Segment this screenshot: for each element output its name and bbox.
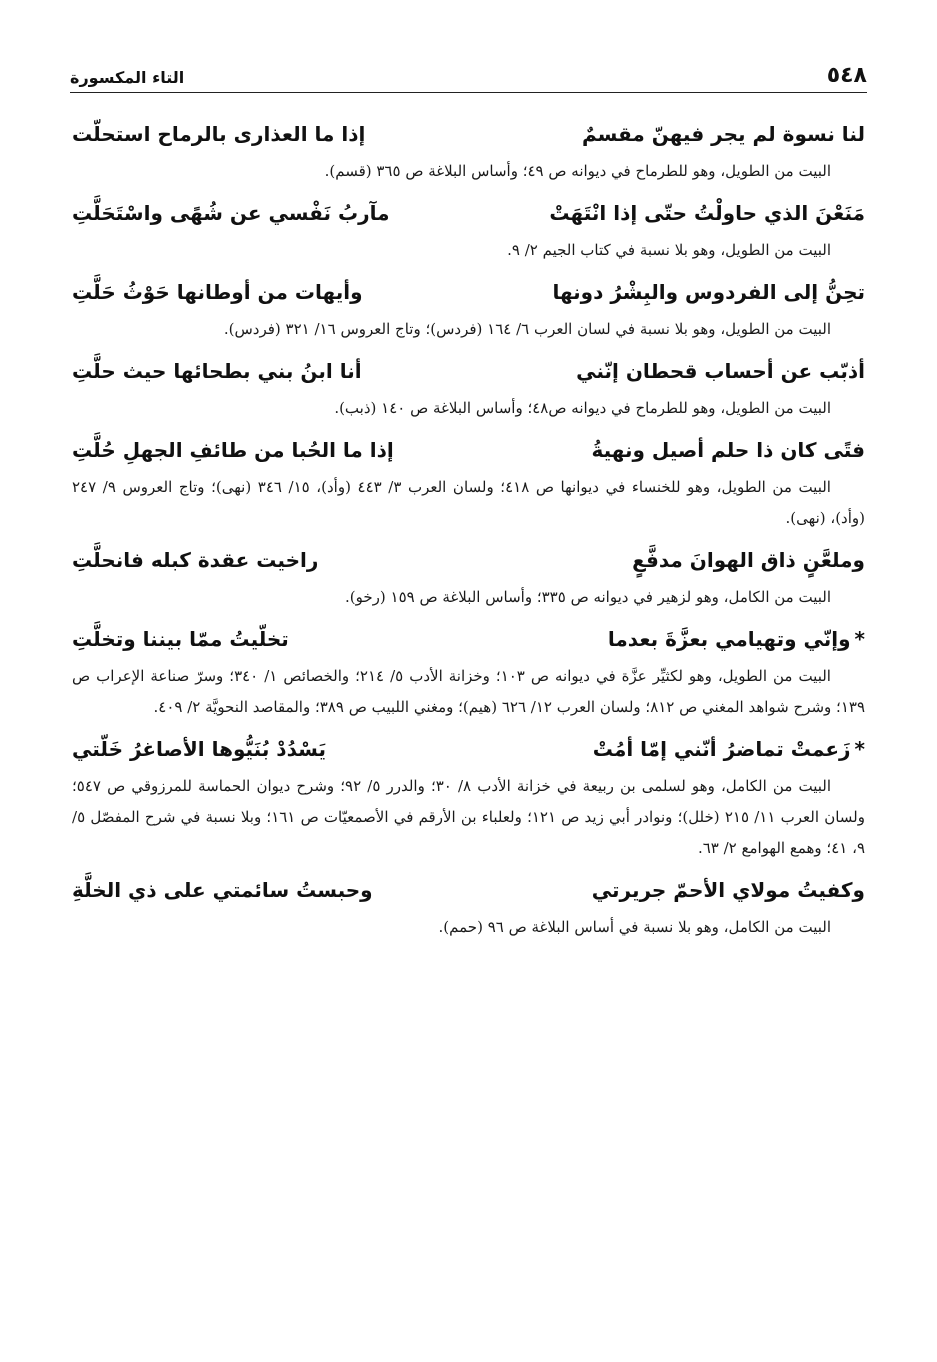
first-hemistich-text: أذبّب عن أحساب قحطان إنّني [576, 359, 865, 383]
verse-list [72, 112, 865, 947]
verse-entry [72, 617, 865, 723]
verse-entry [72, 191, 865, 266]
verse-line [72, 270, 865, 314]
verse-entry [72, 727, 865, 864]
citation-note: البيت من الطويل، وهو لكثيِّر عزَّة في ديوانه ص ١٠٣؛ وخزانة الأدب ٥/ ٢١٤؛ والخصائص ١/ ٣٤٠؛ وسرّ صناعة الإعراب ص ١٣٩؛ وشرح شواهد المغني ص ٨١٢؛ ولسان العرب ١٢/ ٦٢٦ (هيم)؛ ومغني اللبيب ص ٣٨٩؛ والمقاصد النحويَّة ٢/ ٤٠٩. [72, 667, 865, 716]
verse-entry [72, 428, 865, 534]
second-hemistich: إذا ما الحُبا من طائفِ الجهلِ حُلَّتِ [72, 438, 394, 462]
page-header [70, 60, 867, 93]
citation-note: البيت من الطويل، وهو للخنساء في ديوانها ص ٤١٨؛ ولسان العرب ٣/ ٤٤٣ (وأد)، ١٥/ ٣٤٦ (نهى)؛ وتاج العروس ٩/ ٢٤٧ (وأد)، (نهى). [72, 478, 865, 527]
first-hemistich [593, 727, 865, 771]
first-hemistich [591, 428, 865, 472]
verse-entry [72, 868, 865, 943]
citation-note: البيت من الكامل، وهو لزهير في ديوانه ص ٣٣٥؛ وأساس البلاغة ص ١٥٩ (رخو). [345, 588, 831, 606]
first-hemistich [592, 868, 865, 912]
second-hemistich: أنا ابنُ بني بطحائها حيث حلَّتِ [72, 359, 362, 383]
verse-line [72, 349, 865, 393]
first-hemistich-text: وملعَّنٍ ذاق الهوانَ مدفَّعٍ [632, 548, 865, 572]
verse-line [72, 727, 865, 771]
second-hemistich: يَسْدُدْ بُنَيُّوها الأصاغرُ خَلّتي [72, 737, 326, 761]
second-hemistich: مآربُ نَفْسي عن شُهًى واسْتَحَلَّتِ [72, 201, 390, 225]
second-hemistich: وأيهات من أوطانها حَوْثُ حَلَّتِ [72, 280, 363, 304]
verse-entry [72, 270, 865, 345]
verse-line [72, 538, 865, 582]
first-hemistich [608, 617, 865, 661]
second-hemistich: راخيت عقدة كبله فانحلَّتِ [72, 548, 319, 572]
first-hemistich-text: تحِنُّ إلى الفردوس والبِشْرُ دونها [552, 280, 865, 304]
verse-line [72, 191, 865, 235]
verse-line [72, 868, 865, 912]
first-hemistich [549, 191, 865, 235]
second-hemistich: إذا ما العذارى بالرماح استحلّت [72, 122, 366, 146]
first-hemistich [552, 270, 865, 314]
verse-line [72, 428, 865, 472]
star-marker: * [854, 737, 865, 761]
citation-note: البيت من الطويل، وهو للطرماح في ديوانه ص ٤٩؛ وأساس البلاغة ص ٣٦٥ (قسم). [324, 162, 831, 180]
verse-line [72, 112, 865, 156]
first-hemistich-text: زَعمتْ تماضرُ أنّني إمّا أمُتْ [592, 737, 851, 761]
first-hemistich-text: مَنَعْنَ الذي حاولْتُ حتّى إذا انْتَهَتْ [549, 201, 865, 225]
first-hemistich-text: فتًى كان ذا حلم أصيل ونهيةُ [591, 438, 865, 462]
first-hemistich-text: وكفيتُ مولاي الأحمّ جريرتي [591, 878, 865, 902]
verse-entry [72, 349, 865, 424]
page-number: ٥٤٨ [826, 63, 867, 88]
verse-entry [72, 112, 865, 187]
second-hemistich: تخلّيتُ ممّا بيننا وتخلَّتِ [72, 627, 289, 651]
running-title: التاء المكسورة [70, 68, 185, 87]
citation-note: البيت من الكامل، وهو بلا نسبة في أساس البلاغة ص ٩٦ (حمم). [438, 918, 831, 936]
first-hemistich [632, 538, 865, 582]
second-hemistich: وحبستُ سائمتي على ذي الخلَّةِ [72, 878, 373, 902]
first-hemistich [576, 349, 865, 393]
citation-note: البيت من الطويل، وهو للطرماح في ديوانه ص٤٨؛ وأساس البلاغة ص ١٤٠ (ذبب). [334, 399, 831, 417]
first-hemistich [582, 112, 865, 156]
citation-note: البيت من الطويل، وهو بلا نسبة في كتاب الجيم ٢/ ٩. [507, 241, 831, 259]
verse-entry [72, 538, 865, 613]
verse-line [72, 617, 865, 661]
citation-note: البيت من الكامل، وهو لسلمى بن ربيعة في خزانة الأدب ٨/ ٣٠؛ والدرر ٥/ ٩٢؛ وشرح ديوان الحماسة للمرزوقي ص ٥٤٧؛ ولسان العرب ١١/ ٢١٥ (خلل)؛ ونوادر أبي زيد ص ١٢١؛ ولعلباء بن الأرقم في الأصمعيّات ص ١٦١؛ وبلا نسبة في شرح المفصّل ٥/ ٩، ٤١؛ وهمع الهوامع ٢/ ٦٣. [72, 777, 865, 857]
first-hemistich-text: لنا نسوة لم يجر فيهنّ مقسمٌ [581, 122, 865, 146]
star-marker: * [854, 627, 865, 651]
first-hemistich-text: وإنّي وتهيامي بعزَّةَ بعدما [607, 627, 851, 651]
citation-note: البيت من الطويل، وهو بلا نسبة في لسان العرب ٦/ ١٦٤ (فردس)؛ وتاج العروس ١٦/ ٣٢١ (فردس). [223, 320, 831, 338]
